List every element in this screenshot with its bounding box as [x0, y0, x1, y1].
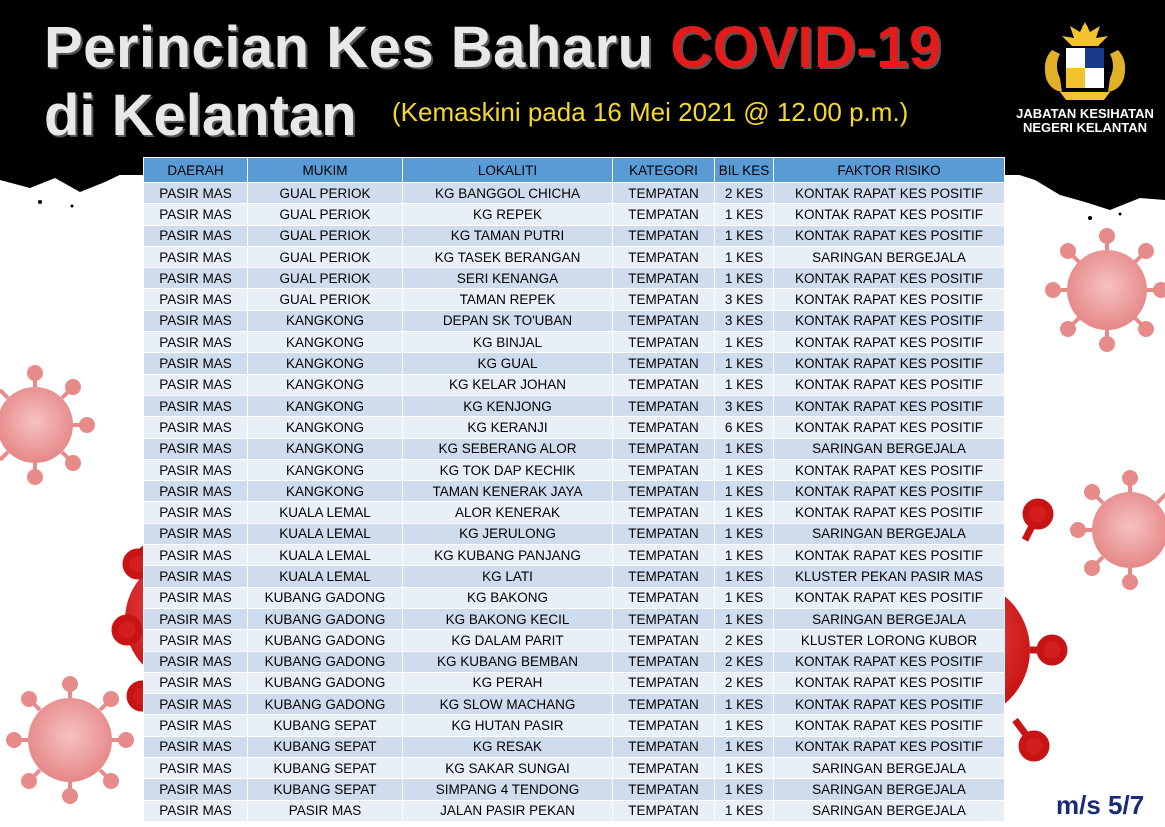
table-row	[144, 523, 1005, 544]
cell-faktor-risiko: SARINGAN BERGEJALA	[774, 523, 1005, 544]
cell-faktor-risiko: KONTAK RAPAT KES POSITIF	[774, 289, 1005, 310]
cell-kategori: TEMPATAN	[613, 736, 715, 757]
cell-lokaliti: KG REPEK	[403, 204, 613, 225]
cell-bil-kes: 1 KES	[715, 608, 774, 629]
cell-mukim: KANGKONG	[248, 395, 403, 416]
cell-faktor-risiko: KONTAK RAPAT KES POSITIF	[774, 715, 1005, 736]
table-row	[144, 353, 1005, 374]
cell-daerah: PASIR MAS	[144, 225, 248, 246]
table-row	[144, 268, 1005, 289]
table-row	[144, 587, 1005, 608]
cell-faktor-risiko: SARINGAN BERGEJALA	[774, 608, 1005, 629]
table-row	[144, 395, 1005, 416]
cell-kategori: TEMPATAN	[613, 374, 715, 395]
virus-icon	[8, 678, 132, 802]
table-row	[144, 694, 1005, 715]
cell-lokaliti: KG KUBANG BEMBAN	[403, 651, 613, 672]
cell-bil-kes: 1 KES	[715, 481, 774, 502]
table-row	[144, 183, 1005, 204]
cell-bil-kes: 2 KES	[715, 651, 774, 672]
cell-bil-kes: 2 KES	[715, 672, 774, 693]
table-row	[144, 545, 1005, 566]
cell-mukim: GUAL PERIOK	[248, 225, 403, 246]
cell-lokaliti: KG SAKAR SUNGAI	[403, 758, 613, 779]
cell-mukim: KUBANG GADONG	[248, 694, 403, 715]
cell-faktor-risiko: KONTAK RAPAT KES POSITIF	[774, 417, 1005, 438]
cell-bil-kes: 1 KES	[715, 246, 774, 267]
cell-kategori: TEMPATAN	[613, 566, 715, 587]
cell-lokaliti: KG TASEK BERANGAN	[403, 246, 613, 267]
cell-mukim: KANGKONG	[248, 374, 403, 395]
virus-icon	[1072, 472, 1165, 588]
cell-mukim: PASIR MAS	[248, 800, 403, 821]
cell-kategori: TEMPATAN	[613, 779, 715, 800]
cell-kategori: TEMPATAN	[613, 481, 715, 502]
cell-kategori: TEMPATAN	[613, 225, 715, 246]
table-header-row	[144, 158, 1005, 183]
cell-kategori: TEMPATAN	[613, 545, 715, 566]
virus-icon	[0, 367, 93, 483]
cell-lokaliti: KG JERULONG	[403, 523, 613, 544]
cell-bil-kes: 1 KES	[715, 332, 774, 353]
cell-daerah: PASIR MAS	[144, 502, 248, 523]
cell-daerah: PASIR MAS	[144, 694, 248, 715]
cell-kategori: TEMPATAN	[613, 310, 715, 331]
cell-daerah: PASIR MAS	[144, 630, 248, 651]
cell-mukim: KANGKONG	[248, 310, 403, 331]
cell-faktor-risiko: KONTAK RAPAT KES POSITIF	[774, 183, 1005, 204]
cell-faktor-risiko: KONTAK RAPAT KES POSITIF	[774, 225, 1005, 246]
case-table	[143, 157, 1005, 822]
cell-faktor-risiko: SARINGAN BERGEJALA	[774, 758, 1005, 779]
cell-faktor-risiko: KONTAK RAPAT KES POSITIF	[774, 545, 1005, 566]
agency-name-line2: NEGERI KELANTAN	[1023, 120, 1147, 135]
cell-kategori: TEMPATAN	[613, 651, 715, 672]
cell-faktor-risiko: KLUSTER PEKAN PASIR MAS	[774, 566, 1005, 587]
table-row	[144, 204, 1005, 225]
cell-daerah: PASIR MAS	[144, 566, 248, 587]
cell-faktor-risiko: KONTAK RAPAT KES POSITIF	[774, 502, 1005, 523]
cell-daerah: PASIR MAS	[144, 523, 248, 544]
cell-daerah: PASIR MAS	[144, 204, 248, 225]
page-title-line2: di Kelantan	[44, 83, 357, 148]
cell-kategori: TEMPATAN	[613, 438, 715, 459]
cell-lokaliti: KG KERANJI	[403, 417, 613, 438]
cell-mukim: GUAL PERIOK	[248, 268, 403, 289]
cell-faktor-risiko: KONTAK RAPAT KES POSITIF	[774, 395, 1005, 416]
cell-lokaliti: KG KENJONG	[403, 395, 613, 416]
table-body	[144, 183, 1005, 822]
cell-lokaliti: KG KUBANG PANJANG	[403, 545, 613, 566]
cell-daerah: PASIR MAS	[144, 587, 248, 608]
column-header-lokaliti: LOKALITI	[403, 158, 613, 183]
table-row	[144, 310, 1005, 331]
cell-daerah: PASIR MAS	[144, 395, 248, 416]
cell-faktor-risiko: KONTAK RAPAT KES POSITIF	[774, 736, 1005, 757]
cell-kategori: TEMPATAN	[613, 395, 715, 416]
cell-lokaliti: ALOR KENERAK	[403, 502, 613, 523]
cell-daerah: PASIR MAS	[144, 332, 248, 353]
cell-lokaliti: TAMAN KENERAK JAYA	[403, 481, 613, 502]
cell-lokaliti: KG RESAK	[403, 736, 613, 757]
cell-lokaliti: KG TOK DAP KECHIK	[403, 459, 613, 480]
cell-lokaliti: KG DALAM PARIT	[403, 630, 613, 651]
cell-faktor-risiko: KLUSTER LORONG KUBOR	[774, 630, 1005, 651]
cell-mukim: KUBANG SEPAT	[248, 715, 403, 736]
cell-faktor-risiko: SARINGAN BERGEJALA	[774, 800, 1005, 821]
cell-daerah: PASIR MAS	[144, 353, 248, 374]
column-header-daerah: DAERAH	[144, 158, 248, 183]
case-table-container	[143, 157, 1004, 822]
table-row	[144, 608, 1005, 629]
cell-faktor-risiko: SARINGAN BERGEJALA	[774, 438, 1005, 459]
cell-mukim: KANGKONG	[248, 438, 403, 459]
cell-bil-kes: 1 KES	[715, 459, 774, 480]
cell-mukim: KANGKONG	[248, 332, 403, 353]
cell-lokaliti: KG BAKONG KECIL	[403, 608, 613, 629]
cell-faktor-risiko: KONTAK RAPAT KES POSITIF	[774, 353, 1005, 374]
cell-mukim: KUBANG GADONG	[248, 672, 403, 693]
cell-bil-kes: 1 KES	[715, 204, 774, 225]
cell-daerah: PASIR MAS	[144, 289, 248, 310]
cell-kategori: TEMPATAN	[613, 417, 715, 438]
cell-daerah: PASIR MAS	[144, 608, 248, 629]
page-title	[44, 14, 942, 81]
cell-lokaliti: KG BINJAL	[403, 332, 613, 353]
cell-kategori: TEMPATAN	[613, 694, 715, 715]
cell-bil-kes: 1 KES	[715, 715, 774, 736]
cell-bil-kes: 1 KES	[715, 353, 774, 374]
cell-bil-kes: 6 KES	[715, 417, 774, 438]
cell-lokaliti: KG TAMAN PUTRI	[403, 225, 613, 246]
cell-daerah: PASIR MAS	[144, 715, 248, 736]
cell-kategori: TEMPATAN	[613, 204, 715, 225]
cell-bil-kes: 2 KES	[715, 183, 774, 204]
table-row	[144, 289, 1005, 310]
agency-name-line1: JABATAN KESIHATAN	[1016, 106, 1154, 121]
table-row	[144, 630, 1005, 651]
cell-faktor-risiko: KONTAK RAPAT KES POSITIF	[774, 374, 1005, 395]
cell-kategori: TEMPATAN	[613, 800, 715, 821]
column-header-faktor-risiko: FAKTOR RISIKO	[774, 158, 1005, 183]
cell-lokaliti: SERI KENANGA	[403, 268, 613, 289]
cell-faktor-risiko: KONTAK RAPAT KES POSITIF	[774, 268, 1005, 289]
cell-bil-kes: 1 KES	[715, 225, 774, 246]
cell-bil-kes: 1 KES	[715, 800, 774, 821]
table-row	[144, 566, 1005, 587]
cell-daerah: PASIR MAS	[144, 779, 248, 800]
cell-bil-kes: 2 KES	[715, 630, 774, 651]
cell-daerah: PASIR MAS	[144, 459, 248, 480]
cell-bil-kes: 1 KES	[715, 502, 774, 523]
cell-bil-kes: 1 KES	[715, 694, 774, 715]
title-text: Perincian Kes Baharu	[44, 15, 671, 80]
cell-lokaliti: KG KELAR JOHAN	[403, 374, 613, 395]
cell-bil-kes: 1 KES	[715, 758, 774, 779]
cell-mukim: KUALA LEMAL	[248, 502, 403, 523]
cell-lokaliti: KG PERAH	[403, 672, 613, 693]
cell-daerah: PASIR MAS	[144, 183, 248, 204]
cell-mukim: KANGKONG	[248, 417, 403, 438]
cell-mukim: KUALA LEMAL	[248, 566, 403, 587]
cell-faktor-risiko: KONTAK RAPAT KES POSITIF	[774, 672, 1005, 693]
cell-mukim: KUBANG GADONG	[248, 630, 403, 651]
table-row	[144, 481, 1005, 502]
cell-lokaliti: DEPAN SK TO'UBAN	[403, 310, 613, 331]
cell-faktor-risiko: KONTAK RAPAT KES POSITIF	[774, 694, 1005, 715]
table-row	[144, 736, 1005, 757]
cell-bil-kes: 1 KES	[715, 523, 774, 544]
cell-faktor-risiko: KONTAK RAPAT KES POSITIF	[774, 459, 1005, 480]
cell-bil-kes: 1 KES	[715, 374, 774, 395]
table-row	[144, 417, 1005, 438]
cell-daerah: PASIR MAS	[144, 800, 248, 821]
table-row	[144, 246, 1005, 267]
cell-kategori: TEMPATAN	[613, 715, 715, 736]
cell-mukim: GUAL PERIOK	[248, 204, 403, 225]
cell-faktor-risiko: KONTAK RAPAT KES POSITIF	[774, 587, 1005, 608]
cell-kategori: TEMPATAN	[613, 289, 715, 310]
cell-mukim: KANGKONG	[248, 353, 403, 374]
cell-mukim: GUAL PERIOK	[248, 246, 403, 267]
cell-bil-kes: 1 KES	[715, 566, 774, 587]
cell-daerah: PASIR MAS	[144, 417, 248, 438]
cell-bil-kes: 1 KES	[715, 587, 774, 608]
cell-mukim: GUAL PERIOK	[248, 183, 403, 204]
cell-lokaliti: KG BAKONG	[403, 587, 613, 608]
cell-mukim: KANGKONG	[248, 459, 403, 480]
cell-mukim: KUBANG SEPAT	[248, 779, 403, 800]
cell-lokaliti: KG BANGGOL CHICHA	[403, 183, 613, 204]
cell-kategori: TEMPATAN	[613, 246, 715, 267]
cell-kategori: TEMPATAN	[613, 587, 715, 608]
cell-mukim: KANGKONG	[248, 481, 403, 502]
table-row	[144, 715, 1005, 736]
column-header-mukim: MUKIM	[248, 158, 403, 183]
cell-kategori: TEMPATAN	[613, 268, 715, 289]
update-timestamp: (Kemaskini pada 16 Mei 2021 @ 12.00 p.m.)	[392, 97, 909, 127]
table-row	[144, 459, 1005, 480]
cell-lokaliti: KG GUAL	[403, 353, 613, 374]
cell-lokaliti: KG HUTAN PASIR	[403, 715, 613, 736]
cell-daerah: PASIR MAS	[144, 758, 248, 779]
cell-kategori: TEMPATAN	[613, 353, 715, 374]
virus-icon	[1047, 230, 1165, 350]
cell-bil-kes: 1 KES	[715, 438, 774, 459]
cell-faktor-risiko: KONTAK RAPAT KES POSITIF	[774, 332, 1005, 353]
cell-mukim: KUBANG SEPAT	[248, 736, 403, 757]
cell-daerah: PASIR MAS	[144, 481, 248, 502]
cell-faktor-risiko: SARINGAN BERGEJALA	[774, 779, 1005, 800]
cell-faktor-risiko: KONTAK RAPAT KES POSITIF	[774, 651, 1005, 672]
cell-bil-kes: 1 KES	[715, 736, 774, 757]
cell-lokaliti: JALAN PASIR PEKAN	[403, 800, 613, 821]
cell-kategori: TEMPATAN	[613, 523, 715, 544]
title-highlight: COVID-19	[670, 15, 942, 80]
column-header-bil-kes: BIL KES	[715, 158, 774, 183]
cell-daerah: PASIR MAS	[144, 672, 248, 693]
malaysia-coat-of-arms-icon	[1030, 20, 1140, 102]
cell-bil-kes: 3 KES	[715, 395, 774, 416]
cell-kategori: TEMPATAN	[613, 183, 715, 204]
cell-mukim: KUBANG GADONG	[248, 651, 403, 672]
cell-lokaliti: KG SLOW MACHANG	[403, 694, 613, 715]
column-header-kategori: KATEGORI	[613, 158, 715, 183]
table-row	[144, 651, 1005, 672]
cell-kategori: TEMPATAN	[613, 608, 715, 629]
cell-kategori: TEMPATAN	[613, 502, 715, 523]
cell-daerah: PASIR MAS	[144, 374, 248, 395]
cell-mukim: KUALA LEMAL	[248, 545, 403, 566]
cell-daerah: PASIR MAS	[144, 736, 248, 757]
cell-bil-kes: 3 KES	[715, 289, 774, 310]
cell-mukim: KUBANG GADONG	[248, 608, 403, 629]
cell-bil-kes: 3 KES	[715, 310, 774, 331]
cell-faktor-risiko: KONTAK RAPAT KES POSITIF	[774, 481, 1005, 502]
table-row	[144, 374, 1005, 395]
cell-bil-kes: 1 KES	[715, 779, 774, 800]
cell-mukim: KUBANG GADONG	[248, 587, 403, 608]
table-row	[144, 502, 1005, 523]
table-row	[144, 438, 1005, 459]
cell-faktor-risiko: KONTAK RAPAT KES POSITIF	[774, 204, 1005, 225]
cell-mukim: KUBANG SEPAT	[248, 758, 403, 779]
cell-lokaliti: KG LATI	[403, 566, 613, 587]
table-row	[144, 779, 1005, 800]
cell-kategori: TEMPATAN	[613, 672, 715, 693]
table-row	[144, 758, 1005, 779]
cell-bil-kes: 1 KES	[715, 268, 774, 289]
cell-mukim: KUALA LEMAL	[248, 523, 403, 544]
cell-kategori: TEMPATAN	[613, 459, 715, 480]
cell-daerah: PASIR MAS	[144, 246, 248, 267]
cell-daerah: PASIR MAS	[144, 545, 248, 566]
table-row	[144, 225, 1005, 246]
cell-daerah: PASIR MAS	[144, 651, 248, 672]
cell-faktor-risiko: KONTAK RAPAT KES POSITIF	[774, 310, 1005, 331]
cell-mukim: GUAL PERIOK	[248, 289, 403, 310]
cell-kategori: TEMPATAN	[613, 332, 715, 353]
cell-faktor-risiko: SARINGAN BERGEJALA	[774, 246, 1005, 267]
cell-lokaliti: SIMPANG 4 TENDONG	[403, 779, 613, 800]
cell-lokaliti: KG SEBERANG ALOR	[403, 438, 613, 459]
cell-kategori: TEMPATAN	[613, 630, 715, 651]
cell-bil-kes: 1 KES	[715, 545, 774, 566]
cell-daerah: PASIR MAS	[144, 310, 248, 331]
table-row	[144, 332, 1005, 353]
cell-kategori: TEMPATAN	[613, 758, 715, 779]
cell-lokaliti: TAMAN REPEK	[403, 289, 613, 310]
cell-daerah: PASIR MAS	[144, 268, 248, 289]
page-number: m/s 5/7	[1056, 790, 1145, 820]
cell-daerah: PASIR MAS	[144, 438, 248, 459]
table-row	[144, 800, 1005, 821]
table-row	[144, 672, 1005, 693]
